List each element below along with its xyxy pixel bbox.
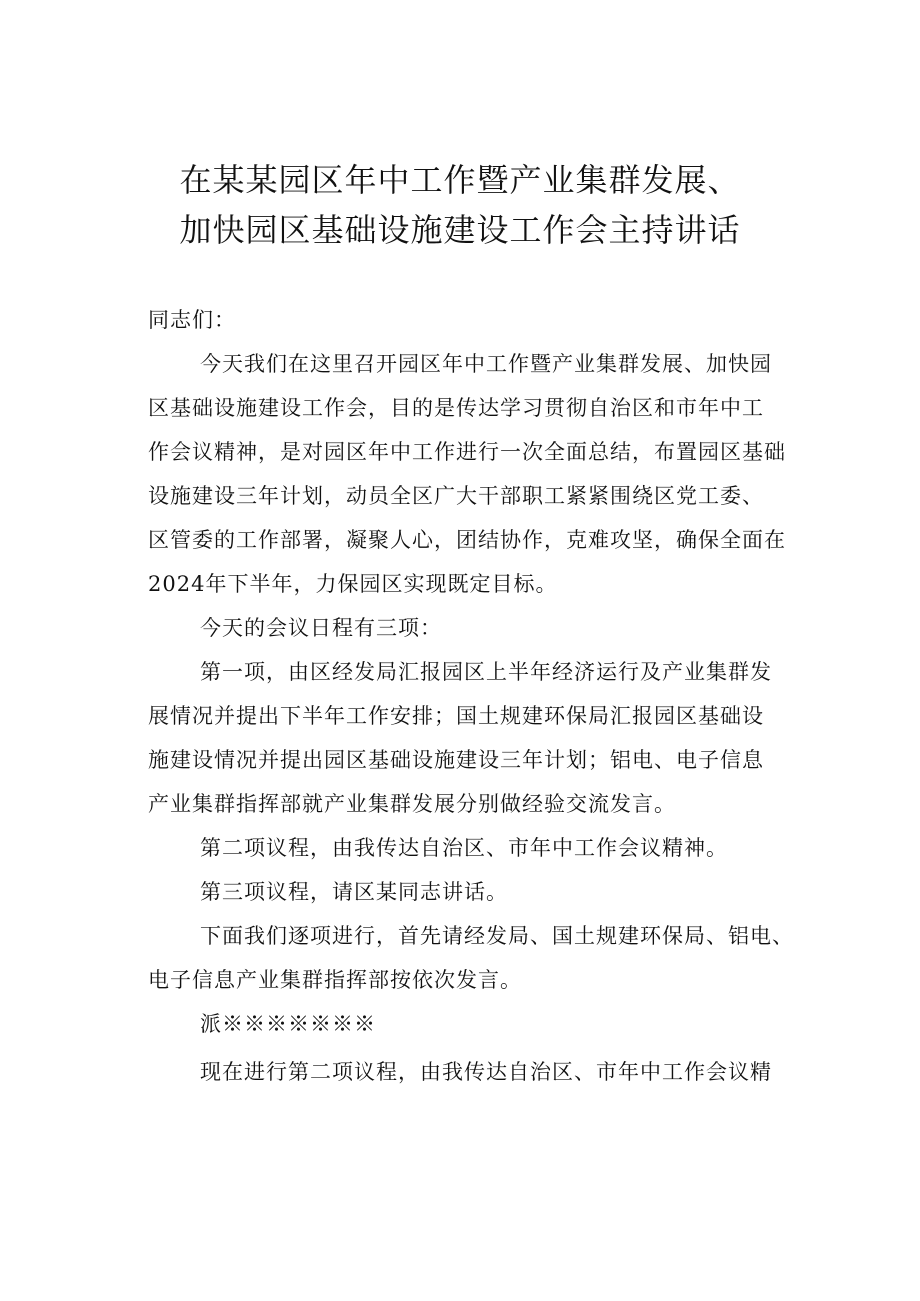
document-title-line-2: 加快园区基础设施建设工作会主持讲话 [179, 211, 741, 249]
paragraph-line: 第三项议程，请区某同志讲话。 [200, 880, 508, 904]
paragraph-line: 今天的会议日程有三项： [200, 616, 442, 640]
paragraph-line: 作会议精神，是对园区年中工作进行一次全面总结，布置园区基础 [148, 440, 786, 464]
salutation: 同志们： [148, 308, 236, 332]
paragraph-line: 今天我们在这里召开园区年中工作暨产业集群发展、加快园 [200, 352, 772, 376]
paragraph-line: 产业集群指挥部就产业集群发展分别做经验交流发言。 [148, 792, 676, 816]
paragraph-line: 施建设情况并提出园区基础设施建设三年计划；铝电、电子信息 [148, 748, 764, 772]
paragraph-line: 现在进行第二项议程，由我传达自治区、市年中工作会议精 [200, 1060, 772, 1084]
paragraph-line: 电子信息产业集群指挥部按依次发言。 [148, 968, 522, 992]
paragraph-line: 第二项议程，由我传达自治区、市年中工作会议精神。 [200, 836, 728, 860]
paragraph-line: 展情况并提出下半年工作安排；国土规建环保局汇报园区基础设 [148, 704, 764, 728]
paragraph-line: 2024年下半年，力保园区实现既定目标。 [148, 572, 558, 596]
paragraph-line: 派※※※※※※※ [200, 1012, 376, 1036]
paragraph-line: 第一项，由区经发局汇报园区上半年经济运行及产业集群发 [200, 660, 772, 684]
paragraph-line: 设施建设三年计划，动员全区广大干部职工紧紧围绕区党工委、 [148, 484, 764, 508]
paragraph-line: 下面我们逐项进行，首先请经发局、国土规建环保局、铝电、 [200, 924, 794, 948]
paragraph-line: 区管委的工作部署，凝聚人心，团结协作，克难攻坚，确保全面在 [148, 528, 786, 552]
paragraph-line: 区基础设施建设工作会，目的是传达学习贯彻自治区和市年中工 [148, 396, 764, 420]
document-title-line-1: 在某某园区年中工作暨产业集群发展、 [179, 161, 741, 199]
